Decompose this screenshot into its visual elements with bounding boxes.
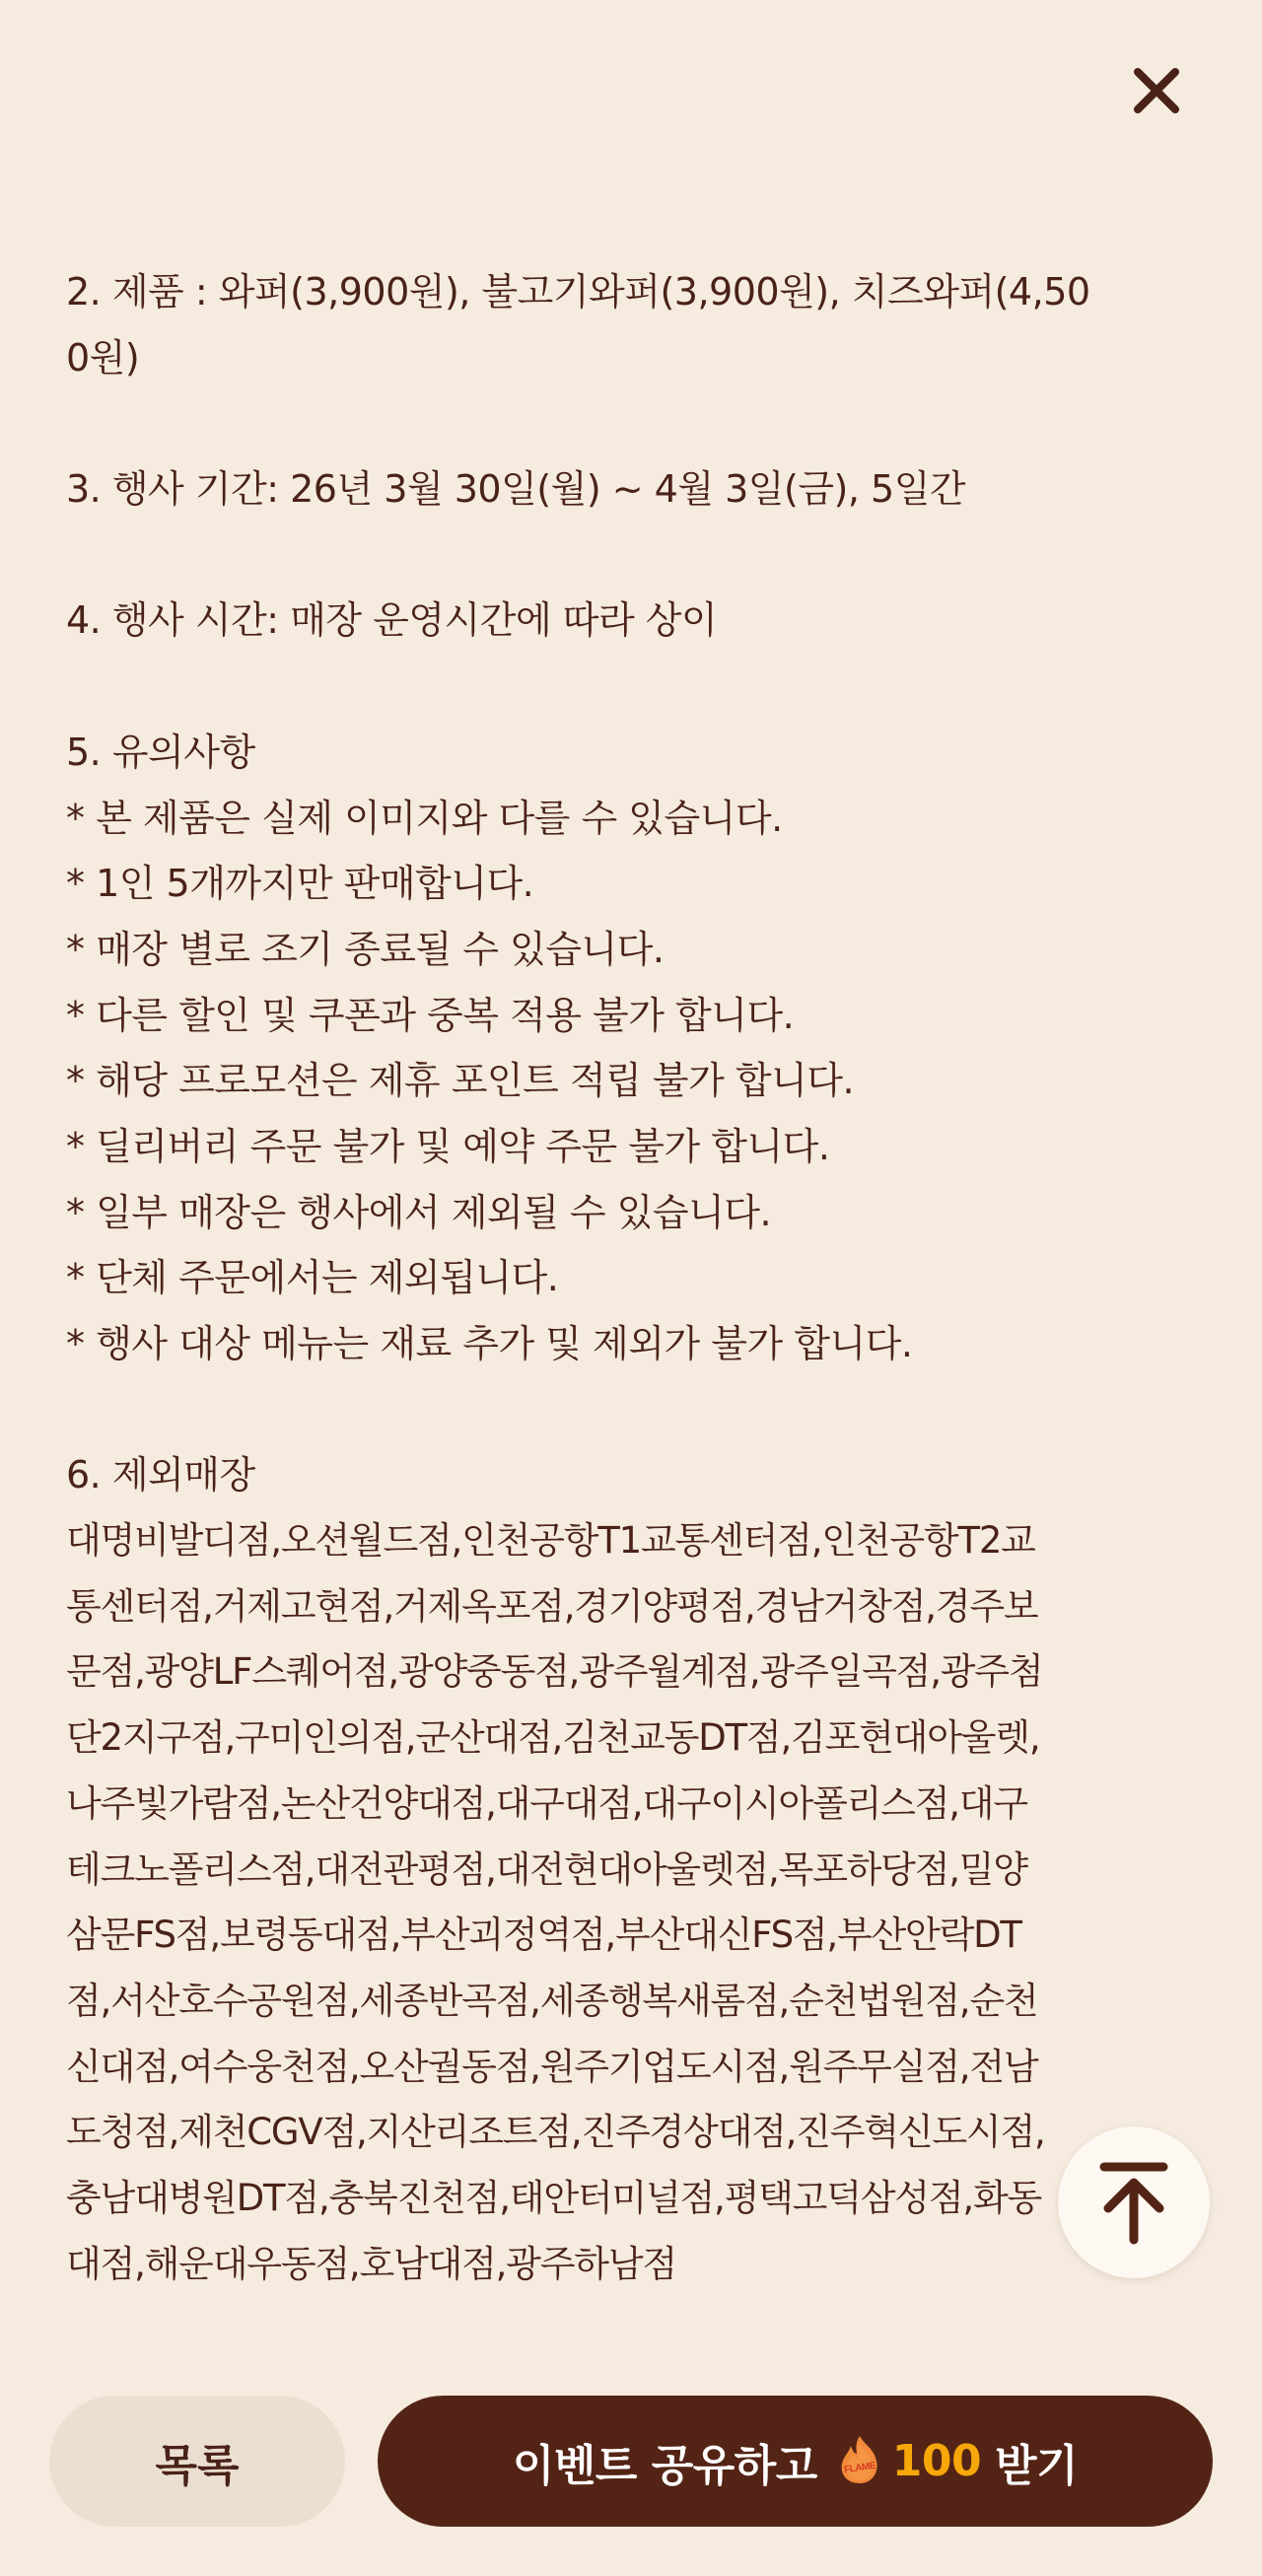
scroll-to-top-button[interactable]: [1058, 2126, 1210, 2278]
caution-item: * 일부 매장은 행사에서 제외될 수 있습니다.: [66, 1190, 772, 1234]
cautions-title: 5. 유의사항: [66, 730, 255, 774]
cautions-list: [66, 786, 1200, 1377]
share-event-button[interactable]: [378, 2396, 1213, 2527]
product-line-cont: 0원): [66, 335, 140, 380]
caution-item: * 단체 주문에서는 제외됩니다.: [66, 1256, 559, 1300]
svg-text:FLAME: FLAME: [843, 2460, 876, 2475]
caution-item: * 매장 별로 조기 종료될 수 있습니다.: [66, 927, 665, 971]
bottom-action-bar: [0, 2396, 1262, 2528]
excluded-stores-line: 통센터점,거제고현점,거제옥포점,경기양평점,경남거창점,경주보: [66, 1584, 1038, 1628]
event-period: 3. 행사 기간: 26년 3월 30일(월) ~ 4월 3일(금), 5일간: [66, 467, 966, 512]
excluded-stores-line: 충남대병원DT점,충북진천점,태안터미널점,평택고덕삼성점,화동: [66, 2176, 1042, 2219]
close-x-icon: [1124, 59, 1189, 124]
excluded-stores-line: 테크노폴리스점,대전관평점,대전현대아울렛점,목포하당점,밀양: [66, 1847, 1027, 1891]
caution-item: * 해당 프로모션은 제휴 포인트 적립 불가 합니다.: [66, 1059, 855, 1103]
excluded-stores-line: 대명비발디점,오션월드점,인천공항T1교통센터점,인천공항T2교: [66, 1519, 1035, 1563]
arrow-up-to-top-icon: [1094, 2161, 1173, 2246]
caution-item: * 행사 대상 메뉴는 재료 추가 및 제외가 불가 합니다.: [66, 1322, 913, 1365]
excluded-stores-list: [66, 1508, 1200, 2297]
excluded-stores-title: 6. 제외매장: [66, 1453, 255, 1497]
event-hours: 4. 행사 시간: 매장 운영시간에 따라 상이: [66, 598, 718, 643]
product-line: 2. 제품 : 와퍼(3,900원), 불고기와퍼(3,900원), 치즈와퍼(4,50: [66, 270, 1090, 313]
caution-item: * 딜리버리 주문 불가 및 예약 주문 불가 합니다.: [66, 1124, 830, 1168]
close-button[interactable]: [1124, 59, 1189, 124]
excluded-stores-line: 문점,광양LF스퀘어점,광양중동점,광주월계점,광주일곡점,광주첨: [66, 1650, 1043, 1694]
excluded-stores-line: 신대점,여수웅천점,오산궐동점,원주기업도시점,원주무실점,전남: [66, 2045, 1038, 2088]
event-notice-body: [66, 259, 1200, 2297]
excluded-stores-line: 점,서산호수공원점,세종반곡점,세종행복새롬점,순천법원점,순천: [66, 1979, 1038, 2022]
caution-item: * 본 제품은 실제 이미지와 다를 수 있습니다.: [66, 796, 783, 840]
caution-item: * 1인 5개까지만 판매합니다.: [66, 862, 534, 906]
caution-item: * 다른 할인 및 쿠폰과 중복 적용 불가 합니다.: [66, 993, 795, 1037]
list-button[interactable]: [49, 2396, 345, 2527]
excluded-stores-line: 삼문FS점,보령동대점,부산괴정역점,부산대신FS점,부산안락DT: [66, 1914, 1021, 1957]
excluded-stores-line: 단2지구점,구미인의점,군산대점,김천교동DT점,김포현대아울렛,: [66, 1716, 1040, 1760]
excluded-stores-line: 나주빛가람점,논산건양대점,대구대점,대구이시아폴리스점,대구: [66, 1781, 1027, 1825]
flame-points-icon: [837, 2434, 882, 2485]
share-label-prefix: 이벤트 공유하고: [512, 2440, 817, 2491]
list-button-label: 목록: [155, 2440, 240, 2491]
share-points-value: 100: [891, 2436, 982, 2486]
excluded-stores-line: 도청점,제천CGV점,지산리조트점,진주경상대점,진주혁신도시점,: [66, 2111, 1045, 2154]
share-label-suffix: 받기: [995, 2440, 1079, 2491]
excluded-stores-line: 대점,해운대우동점,호남대점,광주하남점: [66, 2242, 676, 2285]
